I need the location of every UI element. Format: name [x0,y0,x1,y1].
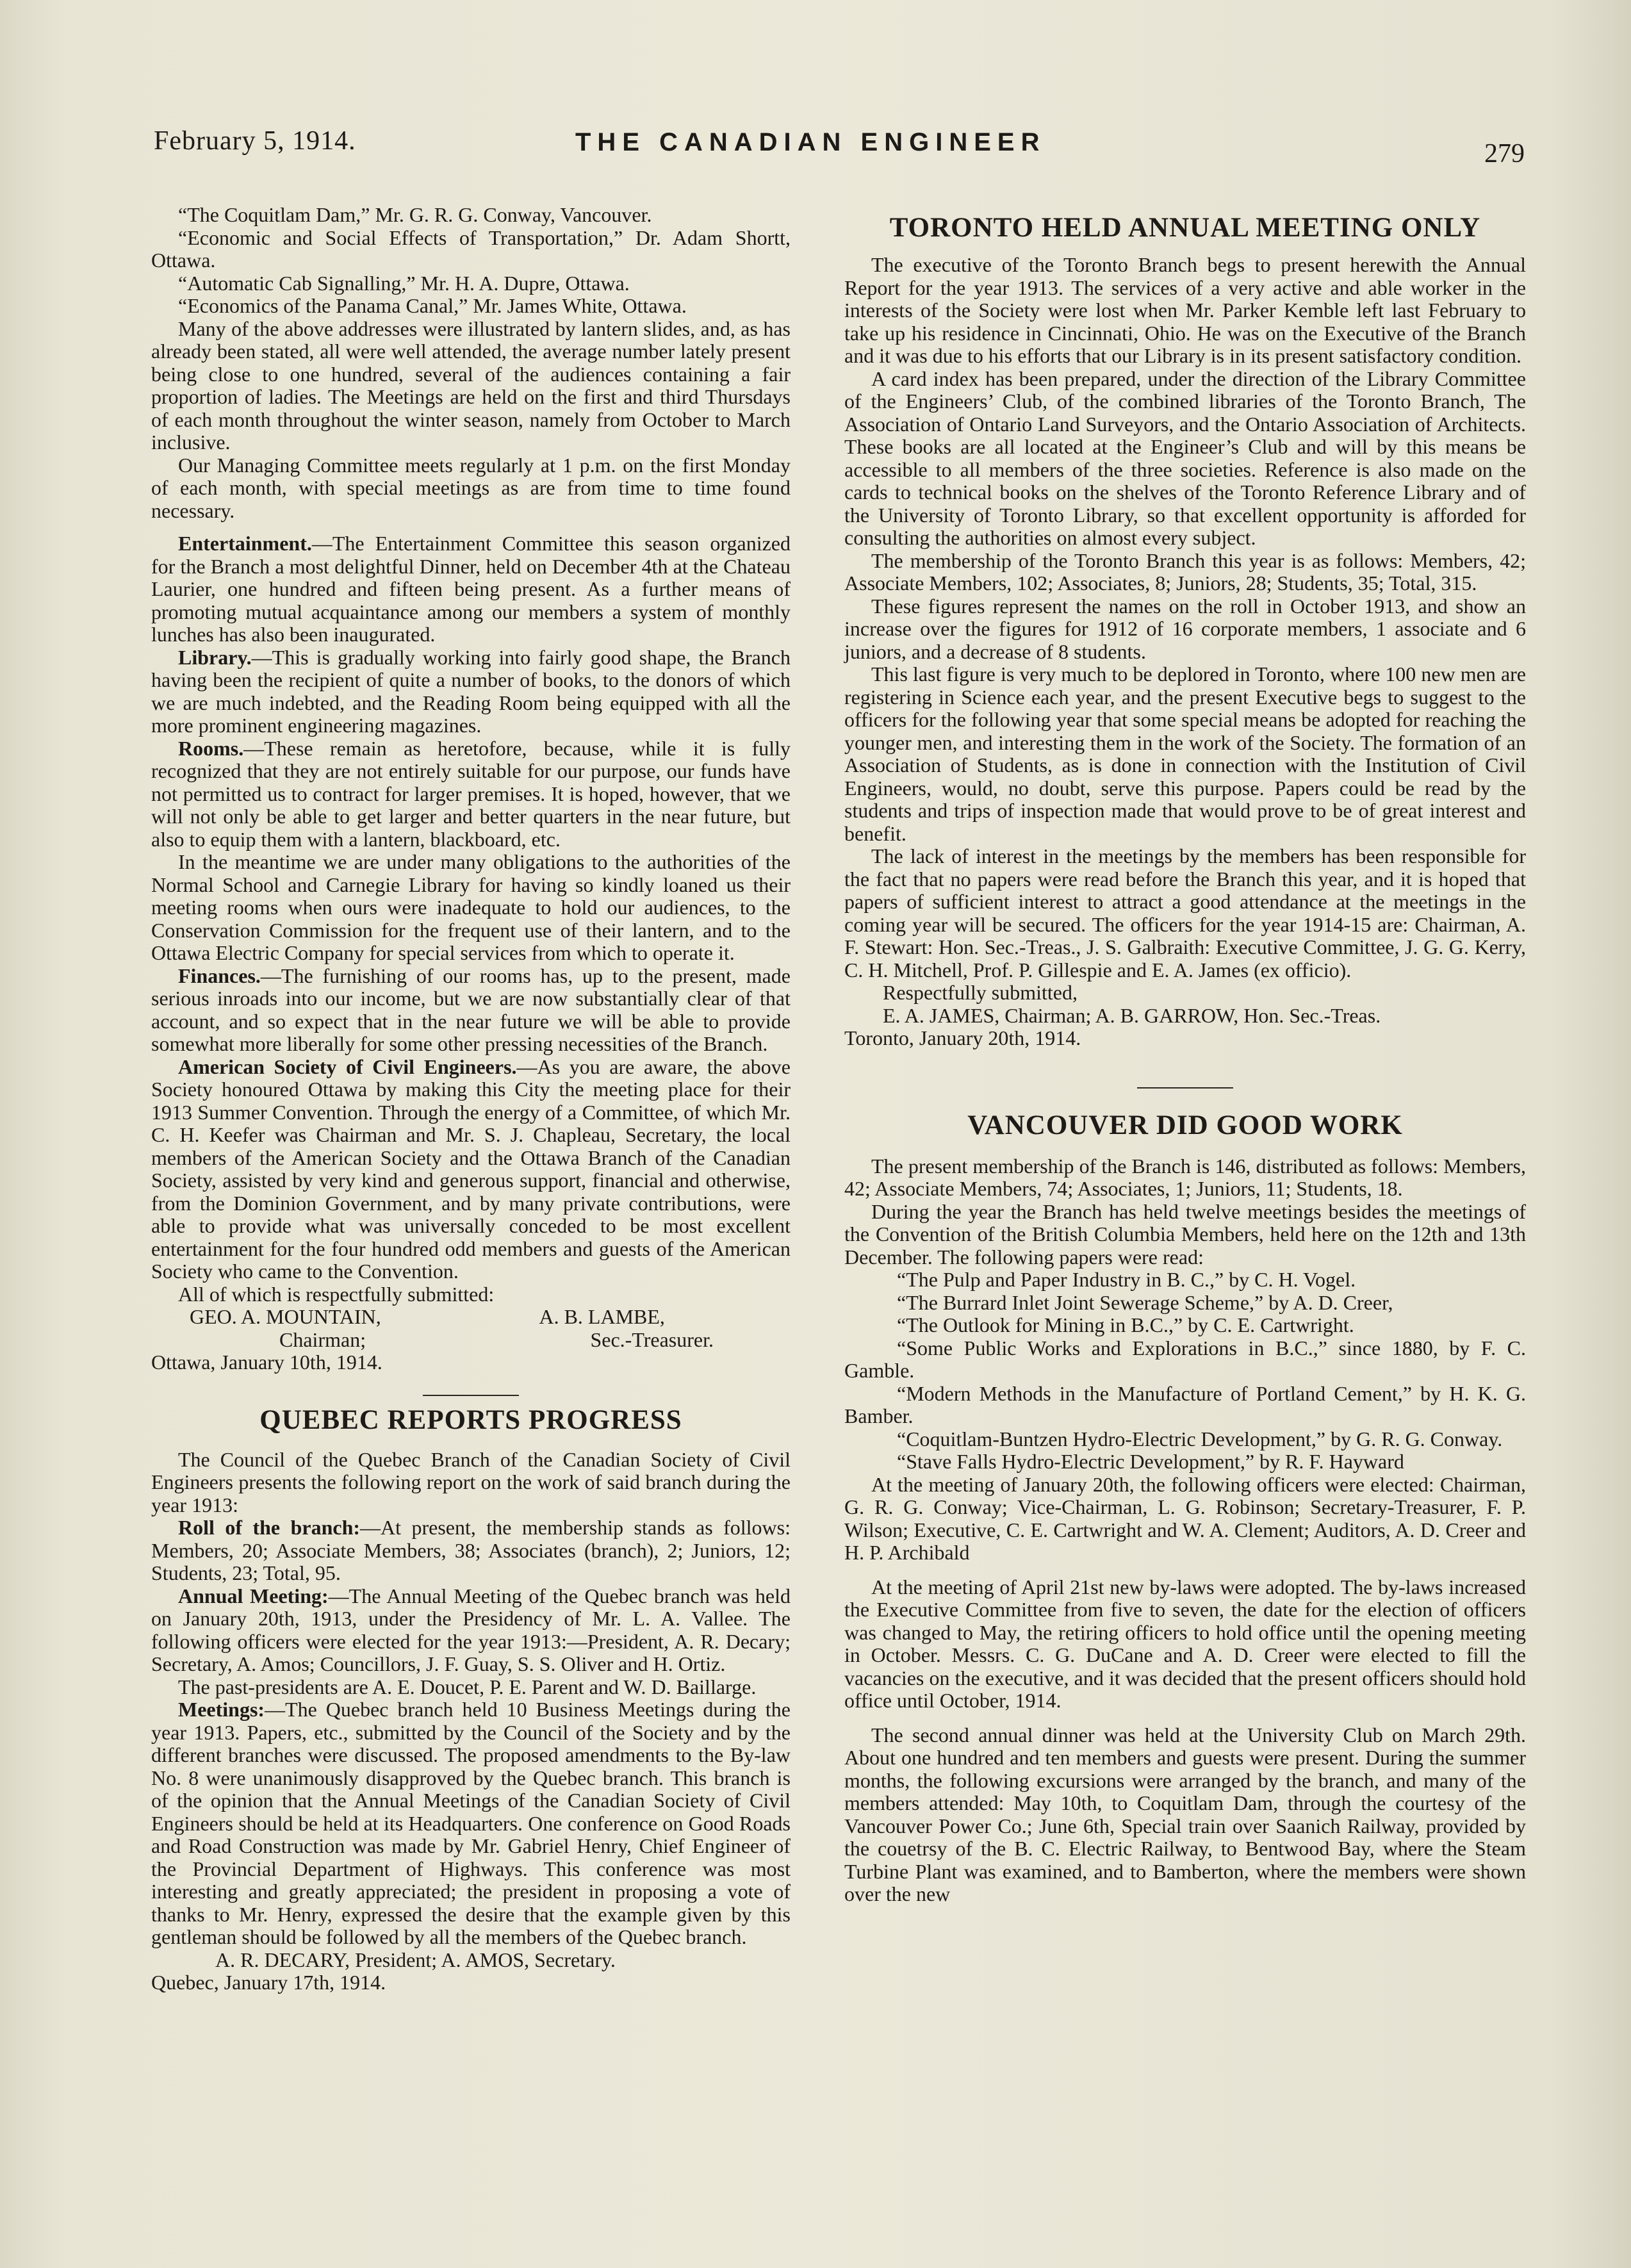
paper-title-3: “Automatic Cab Signalling,” Mr. H. A. Dupre, Ottawa. [178,271,630,295]
committee-paragraph: Our Managing Committee meets regularly at 1 p.m. on the first Monday of each month, with special meetings as are from time to time found necessary. [151,453,791,522]
quebec-meetings-paragraph [151,1698,791,1949]
american-society-text: —As you are aware, the above Society honoured Ottawa by making this City the meeting place for their 1913 Summer Convention. Through the energy of a Committee, of which Mr. C. H. Keefer was Chairman and Mr. S. J. Chapleau, Secretary, the local members of the American Society and the Ottawa Branch of the Canadian Society, assisted by very kind and generous support, financial and otherwise, from the Dominion Government, and by many private contributions, were able to provide what was universally conceded to be most excellent entertainment for the four hundred odd members and guests of the American Society who came to the Convention. [151,1055,791,1283]
toronto-signature: E. A. JAMES, Chairman; A. B. GARROW, Hon. Sec.-Treas. [883,1003,1381,1027]
rooms-lead: Rooms. [178,736,244,760]
page-number: 279 [1484,139,1525,168]
quebec-intro: The Council of the Quebec Branch of the Canadian Society of Civil Engineers presents the following report on the work of said branch during the year 1913: [151,1447,791,1516]
quebec-roll-text: —At present, the membership stands as follows: Members, 20; Associate Members, 38; Associates (branch), 2; Juniors, 12; Students, 23; Total, 95. [151,1516,791,1584]
quebec-signature: A. R. DECARY, President; A. AMOS, Secretary. [215,1948,616,1971]
toronto-paragraph-1: The executive of the Toronto Branch begs to present herewith the Annual Report for the year 1913. The services of a very active and able worker in the interests of the Society were lost when Mr. Parker Kemble left last February to take up his residence in Cincinnati, Ohio. He was on the Executive of the Branch and it was due to his efforts that our Library is in its present satisfactory condition. [844,253,1526,367]
ottawa-dateline: Ottawa, January 10th, 1914. [151,1351,382,1374]
finances-text: —The furnishing of our rooms has, up to the present, made serious inroads into our income, but we are now substantially clear of that account, and so expect that in the near future we will be able to provide somewhat more liberally for some other pressing necessities of the Branch. [151,964,791,1055]
section-divider [423,1395,519,1396]
finances-paragraph [151,965,791,1056]
rooms-paragraph [151,737,791,851]
ottawa-signature [151,1306,791,1351]
vancouver-paper-3: “The Outlook for Mining in B.C.,” by C. E. Cartwright. [897,1313,1354,1336]
vancouver-paper-7: “Stave Falls Hydro-Electric Development,” by R. F. Hayward [897,1450,1404,1473]
vancouver-paper-5: “Modern Methods in the Manufacture of Portland Cement,” by H. K. G. Bamber. [844,1381,1526,1427]
signatory-name-2: A. B. LAMBE, [539,1305,665,1328]
finances-lead: Finances. [178,964,261,987]
library-paragraph [151,646,791,737]
quebec-annual-text: —The Annual Meeting of the Quebec branch was held on January 20th, 1913, under the Presidency of Mr. L. A. Vallee. The following officers were elected for the year 1913:—President, A. R. Decary; Secretary, A. Amos; Councillors, J. F. Guay, S. S. Oliver and H. Ortiz. [151,1584,791,1675]
toronto-heading: TORONTO HELD ANNUAL MEETING ONLY [889,213,1481,243]
toronto-paragraph-3: The membership of the Toronto Branch this year is as follows: Members, 42; Associate Members, 102; Associates, 8; Juniors, 28; Students, 35; Total, 315. [844,548,1526,595]
signatory-name-1: GEO. A. MOUNTAIN, [190,1305,381,1328]
paper-title-2: “Economic and Social Effects of Transportation,” Dr. Adam Shortt, Ottawa. [151,226,791,272]
toronto-paragraph-5: This last figure is very much to be deplored in Toronto, where 100 new men are registering in Science each year, and the present Executive begs to suggest to the officers for the following year that some special means be adopted for reaching the younger men, and interesting them in the work of the Society. The formation of an Association of Students, as is done in connection with the Institution of Civil Engineers, would, no doubt, serve this purpose. Papers could be read by the students and trips of inspection made that would prove to be of great interest and benefit. [844,662,1526,845]
left-column [151,204,791,1994]
quebec-annual-lead: Annual Meeting: [178,1584,329,1607]
vancouver-paper-1: “The Pulp and Paper Industry in B. C.,” by C. H. Vogel. [897,1268,1356,1291]
library-lead: Library. [178,645,252,669]
american-society-paragraph [151,1056,791,1283]
toronto-paragraph-2: A card index has been prepared, under the direction of the Library Committee of the Engineers’ Club, of the combined libraries of the Toronto Branch, The Association of Ontario Land Surveyors, and the Ontario Association of Architects. These books are all located at the Engineer’s Club and will by this means be accessible to all members of the three societies. Reference is also made on the cards to technical books on the shelves of the Toronto Reference Library and of the University of Toronto Library, so that excellent opportunity is afforded for consulting the authorities on almost every subject. [844,366,1526,549]
library-text: —This is gradually working into fairly good shape, the Branch having been the recipient of quite a number of books, to the donors of which we are much indebted, and the Reading Room being equipped with all the more prominent engineering magazines. [151,645,791,737]
vancouver-meetings: During the year the Branch has held twelve meetings besides the meetings of the Convention of the British Columbia Members, held here on the 12th and 13th December. The following papers were read: [844,1199,1526,1269]
vancouver-officers-paragraph: At the meeting of January 20th, the following officers were elected: Chairman, G. R. G. Conway; Vice-Chairman, L. G. Robinson; Secretary-Treasurer, F. P. Wilson; Executive, C. E. Cartwright and W. A. Clement; Auditors, A. D. Creer and H. P. Archibald [844,1472,1526,1564]
page-header [154,126,1525,170]
paper-title-1: “The Coquitlam Dam,” Mr. G. R. G. Conway, Vancouver. [178,203,652,226]
toronto-paragraph-6: The lack of interest in the meetings by the members has been responsible for the fact that no papers were read before the Branch this year, and it is hoped that papers of sufficient interest to attract a good attendance at the meetings in the coming year will be secured. The officers for the year 1914-15 are: Chairman, A. F. Stewart: Hon. Sec.-Treas., J. S. Galbraith: Executive Committee, J. G. G. Kerry, C. H. Mitchell, Prof. P. Gillespie and E. A. James (ex officio). [844,844,1526,982]
vancouver-heading: VANCOUVER DID GOOD WORK [967,1110,1403,1140]
signature-block-1 [190,1306,381,1351]
toronto-paragraph-4: These figures represent the names on the roll in October 1913, and show an increase over the figures for 1912 of 16 corporate members, 1 associate and 6 juniors, and a decrease of 8 students. [844,594,1526,663]
vancouver-paper-6: “Coquitlam-Buntzen Hydro-Electric Development,” by G. R. G. Conway. [897,1427,1503,1450]
signatory-role-2: Sec.-Treasurer. [590,1327,714,1351]
toronto-dateline: Toronto, January 20th, 1914. [844,1026,1081,1049]
vancouver-membership: The present membership of the Branch is 146, distributed as follows: Members, 42; Associate Members, 74; Associates, 1; Juniors, 11; Students, 18. [844,1154,1526,1200]
right-column [844,204,1526,1906]
quebec-annual-paragraph [151,1585,791,1676]
toronto-closing: Respectfully submitted, [883,981,1078,1004]
vancouver-paper-2: “The Burrard Inlet Joint Sewerage Scheme,” by A. D. Creer, [897,1290,1393,1314]
entertainment-paragraph [151,532,791,646]
rooms-text: —These remain as heretofore, because, while it is fully recognized that they are not entirely suitable for our purpose, our funds have not permitted us to contract for larger premises. It is hoped, however, that we will not only be able to get larger and better quarters in the near future, but also to equip them with a lantern, blackboard, etc. [151,736,791,851]
quebec-dateline: Quebec, January 17th, 1914. [151,1971,386,1994]
paper-title-4: “Economics of the Panama Canal,” Mr. James White, Ottawa. [178,294,687,317]
vancouver-dinner-paragraph: The second annual dinner was held at the University Club on March 29th. About one hundred and ten members and guests were present. During the summer months, the following excursions were arranged by the branch, and many of the members attended: May 10th, to Coquitlam Dam, through the courtesy of the Vancouver Power Co.; June 6th, Special train over Saanich Railway, provided by the couetrsy of the B. C. Electric Railway, to Bentwood Bay, where the Steam Turbine Plant was examined, and to Bamberton, where the members were shown over the new [844,1723,1526,1905]
journal-title: THE CANADIAN ENGINEER [575,128,1046,156]
quebec-roll-lead: Roll of the branch: [178,1516,361,1539]
quebec-meetings-lead: Meetings: [178,1698,265,1721]
entertainment-text: —The Entertainment Committee this season organized for the Branch a most delightful Dinner, held on December 4th at the Chateau Laurier, one hundred and fifteen being present. As a further means of promoting mutual acquaintance among our members a system of monthly lunches has also been inaugurated. [151,532,791,646]
vancouver-paper-4: “Some Public Works and Explorations in B.C.,” since 1880, by F. C. Gamble. [844,1336,1526,1382]
attendance-paragraph: Many of the above addresses were illustrated by lantern slides, and, as has already been stated, all were well attended, the average number lately present being close to one hundred, several of the audiences containing a fair proportion of ladies. The Meetings are held on the first and third Thursdays of each month throughout the winter season, namely from October to March inclusive. [151,316,791,454]
issue-date: February 5, 1914. [154,126,356,156]
entertainment-lead: Entertainment. [178,532,312,555]
quebec-pastpresidents-paragraph: The past-presidents are A. E. Doucet, P. E. Parent and W. D. Baillarge. [178,1675,757,1698]
signatory-role-1: Chairman; [279,1327,366,1351]
quebec-heading: QUEBEC REPORTS PROGRESS [259,1404,682,1435]
submitted-line: All of which is respectfully submitted: [178,1282,495,1306]
vancouver-bylaws-paragraph: At the meeting of April 21st new by-laws were adopted. The by-laws increased the Executive Committee from five to seven, the date for the election of officers was changed to May, the retiring officers to hold office until the opening meeting in October. Messrs. C. G. DuCane and A. D. Creer were elected to fill the vacancies on the executive, and it was decided that the present officers should hold office until October, 1914. [844,1575,1526,1712]
obligations-paragraph: In the meantime we are under many obligations to the authorities of the Normal School and Carnegie Library for having so kindly loaned us their meeting rooms when ours were inadequate to hold our audiences, to the Conservation Commission for the frequent use of their lantern, and to the Ottawa Electric Company for special services from which to operate it. [151,850,791,964]
section-divider-2 [1137,1087,1233,1089]
signature-block-2 [539,1306,714,1351]
quebec-roll-paragraph [151,1516,791,1585]
american-society-lead: American Society of Civil Engineers. [178,1055,517,1078]
quebec-meetings-text: —The Quebec branch held 10 Business Meetings during the year 1913. Papers, etc., submitted by the Council of the Society and by the different branches were discussed. The proposed amendments to the By-law No. 8 were unanimously disapproved by the Quebec branch. This branch is of the opinion that the Annual Meetings of the Canadian Society of Civil Engineers should be held at its Headquarters. One conference on Good Roads and Road Construction was made by Mr. Gabriel Henry, Chief Engineer of the Provincial Department of Highways. This conference was most interesting and greatly appreciated; the president in proposing a vote of thanks to Mr. Henry, expressed the desire that the example given by this gentleman should be followed by all the members of the Quebec branch. [151,1698,791,1948]
